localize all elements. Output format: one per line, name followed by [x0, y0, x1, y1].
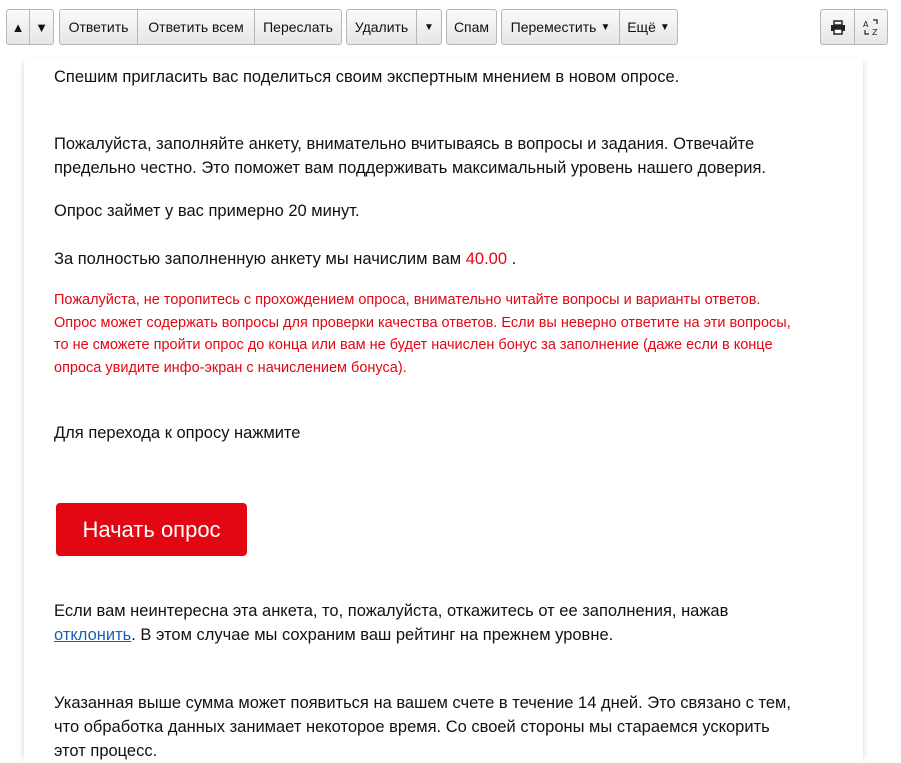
- reward-suffix: .: [507, 250, 517, 268]
- tools-group: [820, 9, 888, 45]
- chevron-down-icon: ▼: [600, 21, 611, 33]
- warning-line-4: опроса увидите инфо-экран с начислением бонуса).: [54, 360, 407, 376]
- svg-text:Z: Z: [872, 28, 878, 36]
- duration-paragraph: Опрос займет у вас примерно 20 минут.: [54, 202, 360, 220]
- mail-toolbar: [0, 0, 901, 58]
- final-line-1: Указанная выше сумма может появиться на вашем счете в течение 14 дней. Это связано с тем,: [54, 694, 791, 712]
- delete-dropdown-button[interactable]: [417, 10, 441, 44]
- spam-button[interactable]: Спам: [453, 19, 490, 35]
- reply-button[interactable]: Ответить: [60, 10, 138, 44]
- decline-line-2: [54, 623, 613, 647]
- chevron-down-icon: ▼: [659, 21, 670, 33]
- intro-paragraph: Спешим пригласить вас поделиться своим экспертным мнением в новом опросе.: [54, 68, 680, 86]
- arrow-up-icon[interactable]: ▲: [7, 10, 30, 44]
- start-survey-button[interactable]: Начать опрос: [56, 503, 247, 556]
- instructions-line-2: предельно честно. Это поможет вам поддерживать максимальный уровень нашего доверия.: [54, 159, 766, 177]
- final-line-2: что обработка данных занимает некоторое время. Со своей стороны мы стараемся ускорить: [54, 718, 770, 736]
- more-button[interactable]: [620, 10, 677, 44]
- move-button[interactable]: [502, 10, 620, 44]
- more-label: Ещё: [627, 19, 656, 35]
- warning-line-2: Опрос может содержать вопросы для проверки качества ответов. Если вы неверно ответите на эти вопросы,: [54, 315, 791, 331]
- decline-rest: . В этом случае мы сохраним ваш рейтинг на прежнем уровне.: [131, 626, 614, 644]
- move-label: Переместить: [510, 19, 597, 35]
- warning-line-1: Пожалуйста, не торопитесь с прохождением опроса, внимательно читайте вопросы и варианты ответов.: [54, 292, 761, 308]
- translate-icon: [862, 18, 880, 36]
- svg-text:A: A: [863, 20, 869, 29]
- go-to-survey-text: Для перехода к опросу нажмите: [54, 424, 301, 442]
- reply-all-button[interactable]: Ответить всем: [138, 10, 255, 44]
- warning-line-3: то не сможете пройти опрос до конца или вам не будет начислен бонус за заполнение (даже если в конце: [54, 337, 773, 353]
- instructions-line-1: Пожалуйста, заполняйте анкету, внимательно вчитываясь в вопросы и задания. Отвечайте: [54, 135, 755, 153]
- final-line-3: этот процесс.: [54, 742, 158, 760]
- delete-group: [346, 9, 442, 45]
- decline-line-1: Если вам неинтересна эта анкета, то, пожалуйста, откажитесь от ее заполнения, нажав: [54, 602, 729, 620]
- spam-group: [446, 9, 497, 45]
- arrow-down-icon[interactable]: ▼: [35, 19, 48, 35]
- reward-prefix: За полностью заполненную анкету мы начислим вам: [54, 250, 466, 268]
- reward-amount: 40.00: [465, 250, 508, 268]
- chevron-down-icon: ▼: [424, 21, 434, 33]
- move-group: [501, 9, 678, 45]
- nav-group: [6, 9, 54, 45]
- translate-button[interactable]: [855, 10, 887, 44]
- print-button[interactable]: [821, 10, 855, 44]
- printer-icon: [830, 20, 846, 35]
- delete-button[interactable]: Удалить: [347, 10, 417, 44]
- forward-button[interactable]: Переслать: [263, 19, 333, 35]
- reward-paragraph: [54, 247, 516, 271]
- reply-group: [59, 9, 342, 45]
- decline-link[interactable]: отклонить: [54, 626, 132, 644]
